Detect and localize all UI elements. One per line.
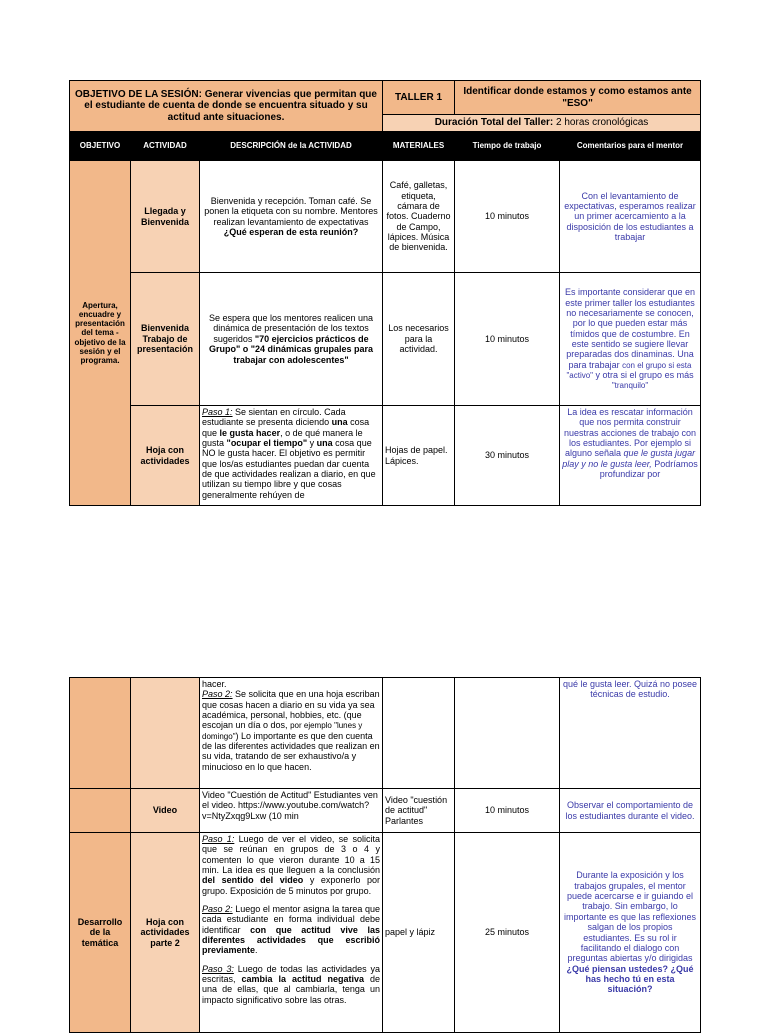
activity-cell bbox=[131, 678, 200, 789]
col-materiales: MATERIALES bbox=[383, 132, 455, 161]
col-actividad: ACTIVIDAD bbox=[131, 132, 200, 161]
description-cell: Paso 1: Se sientan en círculo. Cada estudiante se presenta diciendo una cosa que le gusta hacer, o de qué manera le gusta "ocupar el tiempo" y una cosa que NO le gusta hacer. El objetivo es permitir que los/as estudiantes puedan dar cuenta de que actividades realizan a diario, en que utilizan su tiempo libre y que cosas generalmente rehúyen de bbox=[200, 406, 383, 506]
objective-text: Generar vivencias que permitan que el estudiante de cuenta de donde se encuentra situado y su actitud ante situaciones. bbox=[84, 88, 377, 123]
activity-cell: Llegada y Bienvenida bbox=[131, 161, 200, 273]
time-cell: 10 minutos bbox=[455, 273, 560, 406]
table-row bbox=[70, 789, 701, 833]
table-row bbox=[70, 406, 701, 506]
taller-goal: Identificar donde estamos y como estamos ante "ESO" bbox=[455, 81, 701, 115]
comment-cell: qué le gusta leer. Quizá no posee técnicas de estudio. bbox=[560, 678, 701, 789]
col-comentarios: Comentarios para el mentor bbox=[560, 132, 701, 161]
objective-cell: Apertura, encuadre y presentación del tema - objetivo de la sesión y el programa. bbox=[70, 161, 131, 506]
time-cell: 10 minutos bbox=[455, 789, 560, 833]
activity-cell: Hoja con actividades parte 2 bbox=[131, 833, 200, 1033]
column-header-row bbox=[70, 132, 701, 161]
description-cell: Video "Cuestión de Actitud" Estudiantes ven el video. https://www.youtube.com/watch?v=NtyZxqg9Lxw (10 min bbox=[200, 789, 383, 833]
comment-cell: La idea es rescatar información que nos permita construir nuestras acciones de trabajo con los estudiantes. Por ejemplo si alguno señala que le gusta jugar play y no le gusta leer, Podríamos profundizar por bbox=[560, 406, 701, 506]
time-cell: 25 minutos bbox=[455, 833, 560, 1033]
description-cell: Bienvenida y recepción. Toman café. Se ponen la etiqueta con su nombre. Mentores realizan levantamiento de expectativas ¿Qué esperan de esta reunión? bbox=[200, 161, 383, 273]
comment-cell: Observar el comportamiento de los estudiantes durante el video. bbox=[560, 789, 701, 833]
objective-cell bbox=[70, 789, 131, 833]
page-1-table bbox=[69, 80, 700, 506]
description-cell: Paso 1: Luego de ver el video, se solicita que se reúnan en grupos de 3 o 4 y comenten lo que vieron durante 10 a 15 min. La idea es que lleguen a la conclusión del sentido del video y exponerlo por grupo. Exposición de 5 minutos por grupo. Paso 2: Luego el mentor asigna la tarea que cada estudiante en forma individual debe identificar con que actitud vive las diferentes actividades que escribió previamente. Paso 3: Luego de todas las actividades ya escritas, cambia la actitud negativa de una de ellas, que al cambiarla, tenga un impacto significativo sobre las otras. bbox=[200, 833, 383, 1033]
taller-label: TALLER 1 bbox=[383, 81, 455, 115]
comment-cell: Es importante considerar que en este primer taller los estudiantes no necesariamente se conocen, por lo que pueden estar más tímidos que de costumbre. En este sentido se sugiere llevar preparadas dos dinaminas. Una para trabajar con el grupo si esta "activo" y otra si el grupo es más "tranquilo" bbox=[560, 273, 701, 406]
comment-cell: Durante la exposición y los trabajos grupales, el mentor puede acercarse e ir guiando el trabajo. Sin embargo, lo importante es que las reflexiones salgan de los propios estudiantes. Es su rol ir facilitando el dialogo con preguntas abiertas y/o dirigidas ¿Qué piensan ustedes? ¿Qué has hecho tú en esta situación? bbox=[560, 833, 701, 1033]
table-row bbox=[70, 833, 701, 1033]
comment-cell: Con el levantamiento de expectativas, esperamos realizar un primer acercamiento a la disposición de los estudiantes a trabajar bbox=[560, 161, 701, 273]
materials-cell: Café, galletas, etiqueta, cámara de fotos. Cuaderno de Campo, lápices. Música de bienvenida. bbox=[383, 161, 455, 273]
col-tiempo: Tiempo de trabajo bbox=[455, 132, 560, 161]
materials-cell: papel y lápiz bbox=[383, 833, 455, 1033]
materials-cell: Hojas de papel. Lápices. bbox=[383, 406, 455, 506]
materials-cell: Los necesarios para la actividad. bbox=[383, 273, 455, 406]
time-cell: 30 minutos bbox=[455, 406, 560, 506]
activity-cell: Hoja con actividades bbox=[131, 406, 200, 506]
objective-cell: Desarrollo de la temática bbox=[70, 833, 131, 1033]
description-cell: hacer. Paso 2: Se solicita que en una hoja escriban que cosas hacen a diario en su vida ya sea académica, personal, hobbies, etc. (que escojan un día o dos, por ejemplo "lunes y domingo") Lo importante es que den cuenta de las diferentes actividades que realizan en su vida, tratando de ser exhaustivo/a y minucioso en lo que hacen. bbox=[200, 678, 383, 789]
materials-cell bbox=[383, 678, 455, 789]
description-cell: Se espera que los mentores realicen una dinámica de presentación de los textos sugeridos "70 ejercicios prácticos de Grupo" o "24 dinámicas grupales para trabajar con adolescentes" bbox=[200, 273, 383, 406]
col-descripcion: DESCRIPCIÓN de la ACTIVIDAD bbox=[200, 132, 383, 161]
objective-cell bbox=[70, 678, 131, 789]
activity-cell: Bienvenida Trabajo de presentación bbox=[131, 273, 200, 406]
time-cell: 10 minutos bbox=[455, 161, 560, 273]
col-objetivo: OBJETIVO bbox=[70, 132, 131, 161]
duration: Duración Total del Taller: 2 horas cronológicas bbox=[383, 115, 701, 132]
page-2-table bbox=[69, 677, 700, 1033]
table-row bbox=[70, 161, 701, 273]
materials-cell: Video "cuestión de actitud" Parlantes bbox=[383, 789, 455, 833]
activity-cell: Video bbox=[131, 789, 200, 833]
session-objective bbox=[70, 81, 383, 132]
objective-label: OBJETIVO DE LA SESIÓN: bbox=[75, 88, 202, 100]
table-row bbox=[70, 273, 701, 406]
time-cell bbox=[455, 678, 560, 789]
table-row bbox=[70, 678, 701, 789]
